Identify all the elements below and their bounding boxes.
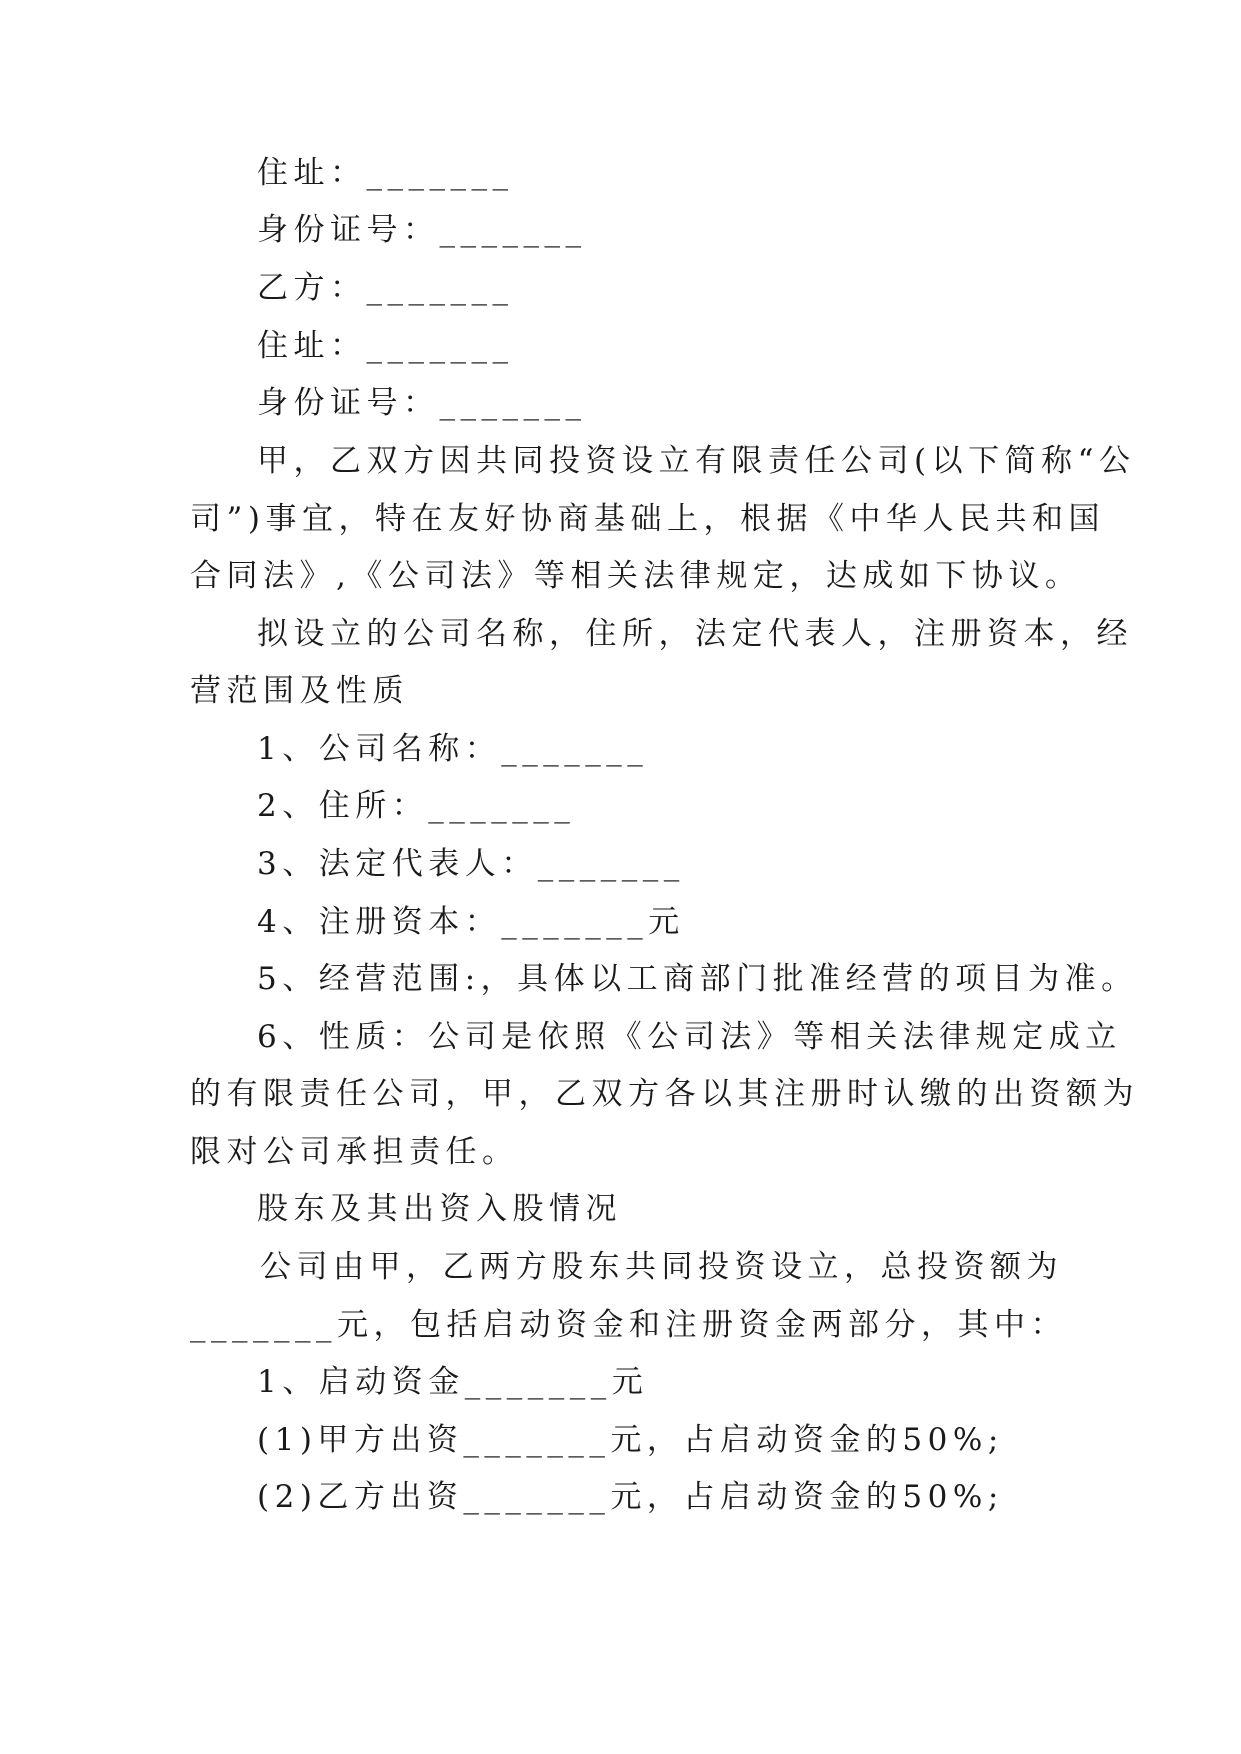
intro-paragraph-line-3: 合同法》,《公司法》等相关法律规定，达成如下协议。 <box>190 558 1082 594</box>
legal-representative-item: 3、法定代表人：_______ <box>257 846 685 882</box>
company-name-item: 1、公司名称：_______ <box>257 731 649 767</box>
nature-item-line-1: 6、性质：公司是依照《公司法》等相关法律规定成立 <box>257 1019 1122 1055</box>
id-number-line-2: 身份证号：_______ <box>257 385 587 421</box>
domicile-item: 2、住所：_______ <box>257 788 576 824</box>
address-line-1: 住址：_______ <box>257 155 514 191</box>
shareholders-heading: 股东及其出资入股情况 <box>257 1191 622 1227</box>
party-a-contribution-item: (1)甲方出资_______元，占启动资金的50%; <box>257 1422 1004 1458</box>
nature-item-line-3: 限对公司承担责任。 <box>190 1134 519 1170</box>
nature-item-line-2: 的有限责任公司，甲，乙双方各以其注册时认缴的出资额为 <box>190 1076 1139 1112</box>
section-heading-line-1: 拟设立的公司名称，住所，法定代表人，注册资本，经 <box>257 616 1133 652</box>
party-b-contribution-item: (2)乙方出资_______元，占启动资金的50%; <box>257 1479 1004 1515</box>
investment-paragraph-line-1: 公司由甲，乙两方股东共同投资设立，总投资额为 <box>260 1249 1063 1285</box>
registered-capital-item: 4、注册资本：_______元 <box>257 904 685 940</box>
intro-paragraph-line-1: 甲，乙双方因共同投资设立有限责任公司(以下简称“公 <box>257 443 1136 479</box>
section-heading-line-2: 营范围及性质 <box>190 673 409 709</box>
startup-capital-item: 1、启动资金_______元 <box>257 1364 649 1400</box>
business-scope-item: 5、经营范围:，具体以工商部门批准经营的项目为准。 <box>257 961 1138 997</box>
id-number-line-1: 身份证号：_______ <box>257 212 587 248</box>
investment-paragraph-line-2: _______元，包括启动资金和注册资金两部分，其中： <box>190 1307 1067 1343</box>
party-b-line: 乙方：_______ <box>257 270 514 306</box>
intro-paragraph-line-2: 司”)事宜，特在友好协商基础上，根据《中华人民共和国 <box>190 501 1105 537</box>
address-line-2: 住址：_______ <box>257 328 514 364</box>
